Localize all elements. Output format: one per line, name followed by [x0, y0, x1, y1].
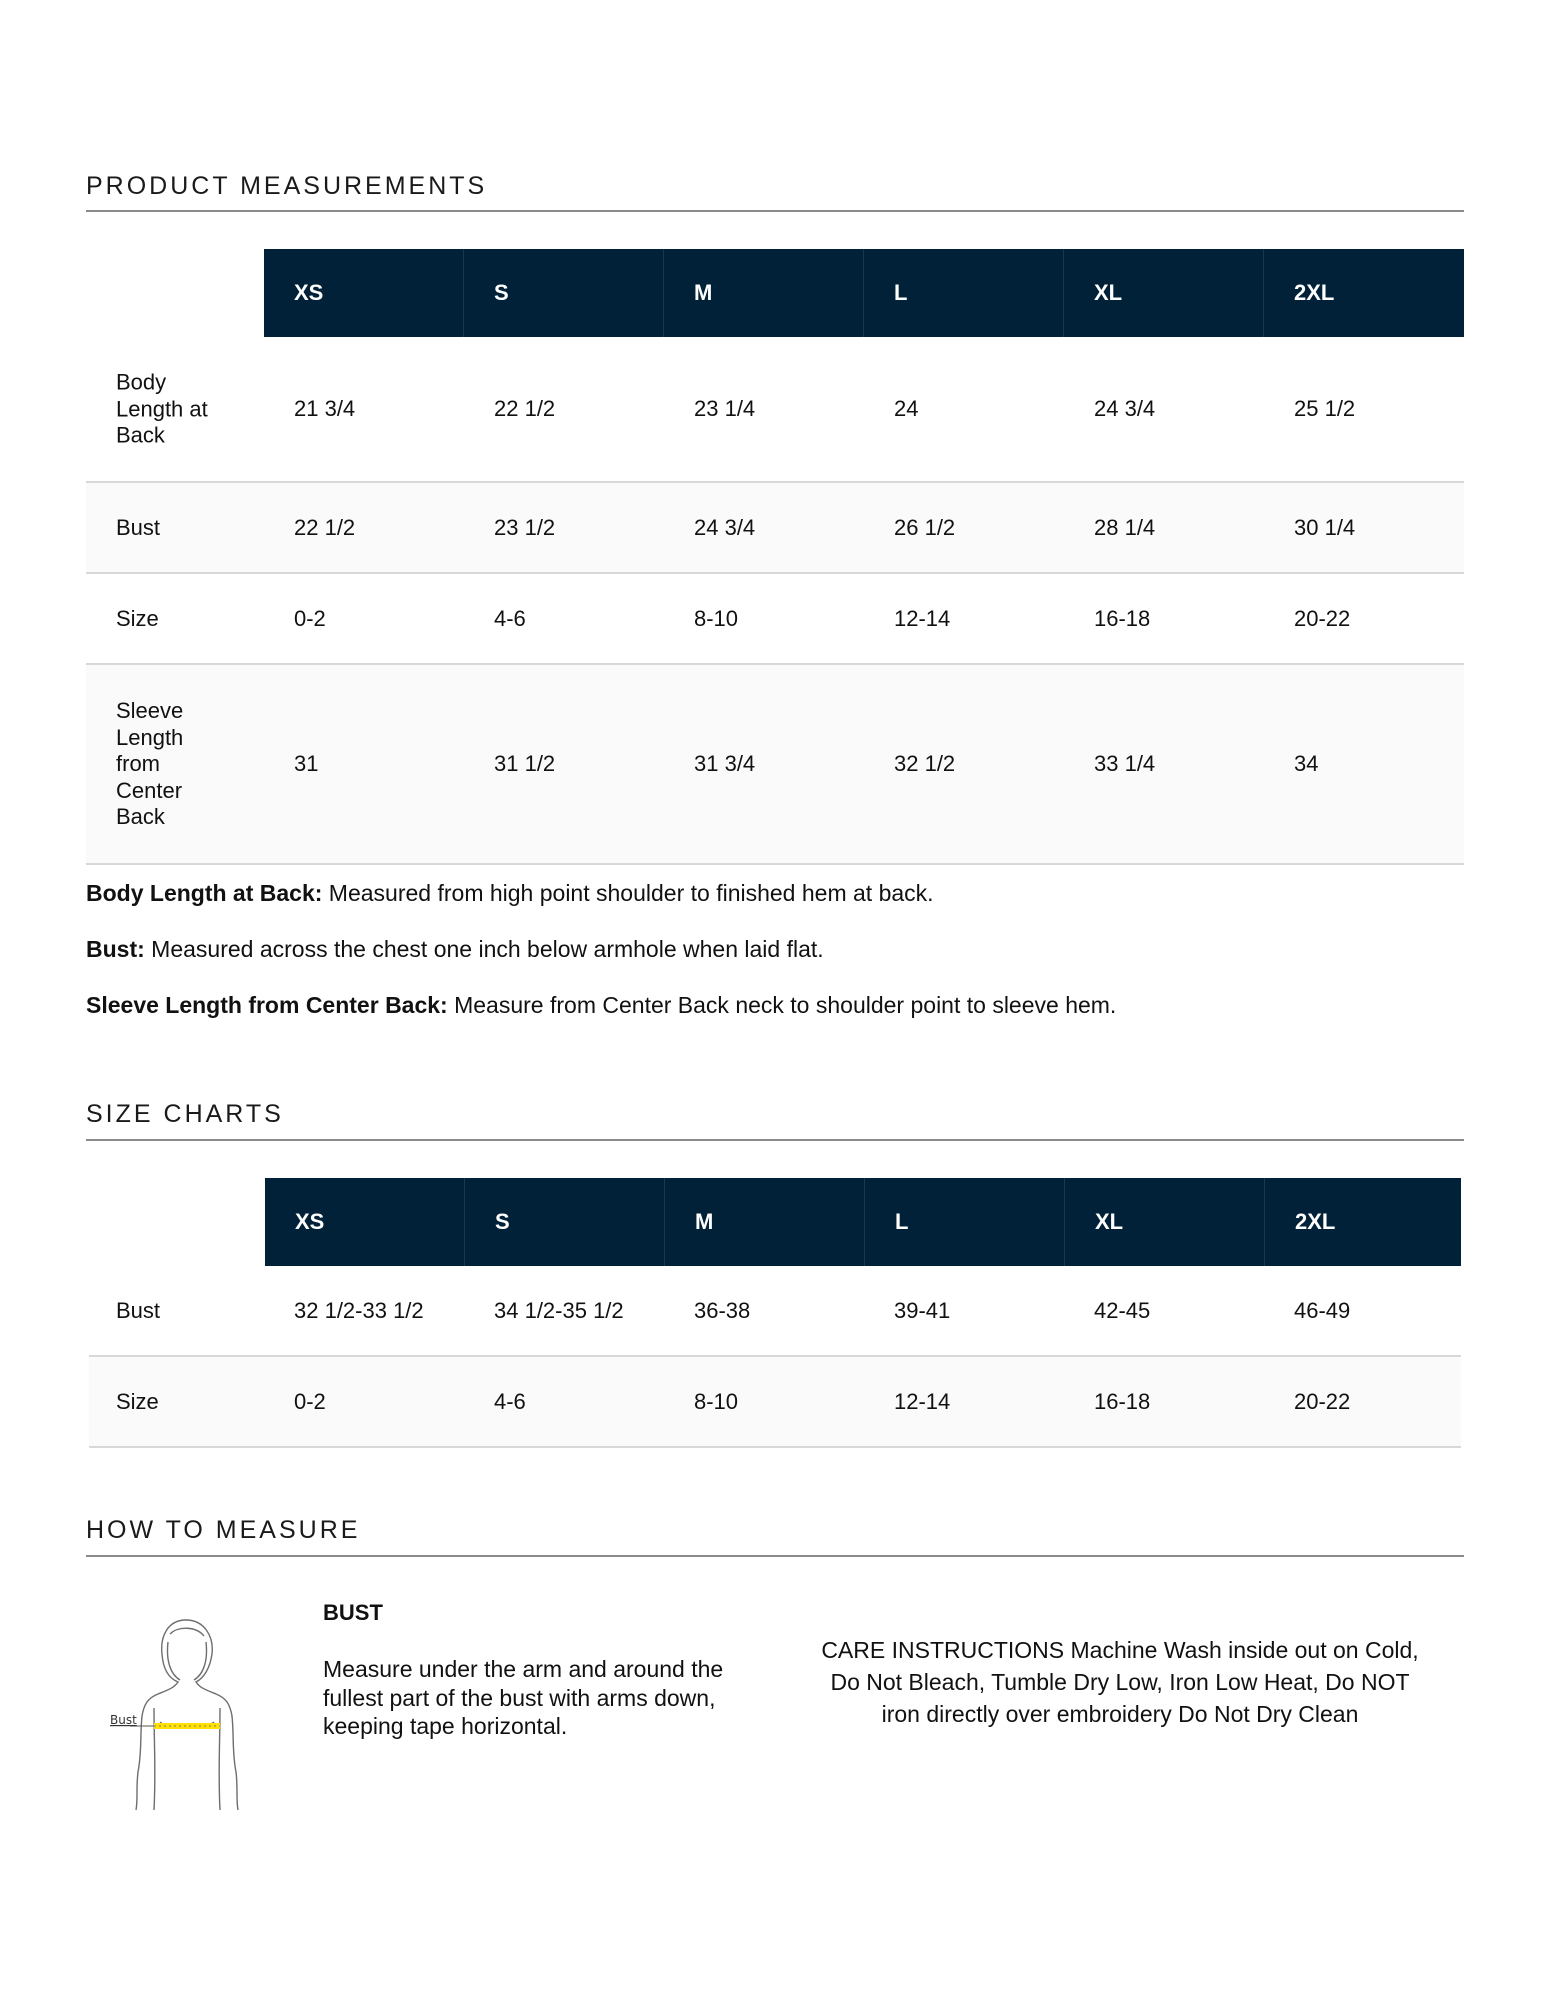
size-header-xl: XL — [1064, 249, 1264, 337]
table-cell: 32 1/2-33 1/2 — [294, 1297, 424, 1323]
table-cell: 24 3/4 — [694, 514, 756, 540]
table-cell: 30 1/4 — [1294, 514, 1356, 540]
row-label: Sleeve Length from Center Back — [116, 697, 184, 829]
table-cell: 16-18 — [1094, 1388, 1151, 1414]
table-cell: 32 1/2 — [894, 751, 956, 776]
table-cell: 24 — [894, 396, 919, 421]
table-cell: 23 1/2 — [494, 514, 556, 540]
table-cell: 20-22 — [1294, 605, 1351, 631]
definition-body-length — [86, 880, 934, 907]
row-label: Bust — [116, 1297, 161, 1323]
size-header-m: M — [665, 1178, 865, 1266]
table-cell: 33 1/4 — [1094, 751, 1156, 776]
table-cell: 39-41 — [894, 1297, 951, 1323]
row-label: Size — [116, 605, 159, 631]
product-measurements-title: PRODUCT MEASUREMENTS — [86, 172, 488, 200]
bust-figure-label: Bust — [110, 1713, 137, 1727]
table-cell: 31 1/2 — [494, 751, 556, 776]
section-divider — [86, 1139, 1464, 1141]
definition-term: Bust: — [86, 936, 145, 962]
table-cell: 24 3/4 — [1094, 396, 1156, 421]
table-cell: 31 3/4 — [694, 751, 756, 776]
table-cell: 34 — [1294, 751, 1319, 776]
table-row — [89, 1357, 1461, 1448]
size-chart-table — [86, 1178, 1464, 1448]
row-label: Body Length at Back — [116, 369, 208, 448]
table-cell: 23 1/4 — [694, 396, 756, 421]
section-divider — [86, 1555, 1464, 1557]
table-cell: 25 1/2 — [1294, 396, 1356, 421]
size-header-2xl: 2XL — [1294, 280, 1335, 305]
bust-instructions: Measure under the arm and around the fullest part of the bust with arms down, keeping tape horizontal. — [323, 1656, 724, 1739]
care-instructions: CARE INSTRUCTIONS Machine Wash inside out on Cold, Do Not Bleach, Tumble Dry Low, Iron Low Heat, Do NOT iron directly over embroidery Do Not Dry Clean — [821, 1637, 1419, 1727]
product-measurements-table — [86, 249, 1464, 862]
size-header-m: M — [664, 249, 864, 337]
table-row — [86, 574, 1464, 665]
table-cell: 26 1/2 — [894, 514, 956, 540]
definition-text: Measured from high point shoulder to finished hem at back. — [322, 880, 934, 906]
size-charts-title: SIZE CHARTS — [86, 1100, 284, 1128]
table-cell: 8-10 — [694, 605, 739, 631]
table-cell: 46-49 — [1294, 1297, 1351, 1323]
size-header-xs: XS — [264, 249, 464, 337]
size-header-l: L — [864, 249, 1064, 337]
table-row — [89, 1266, 1461, 1357]
section-divider — [86, 210, 1464, 212]
table-cell: 4-6 — [494, 1388, 526, 1414]
row-label: Bust — [116, 514, 161, 540]
table-cell: 22 1/2 — [494, 396, 556, 421]
row-label: Size — [116, 1388, 159, 1414]
table-row — [86, 337, 1464, 483]
size-header-xl: XL — [1065, 1178, 1265, 1266]
table-cell: 21 3/4 — [294, 396, 356, 421]
size-header-l: L — [865, 1178, 1065, 1266]
table-cell: 8-10 — [694, 1388, 739, 1414]
size-header-row — [265, 1178, 1461, 1266]
definition-sleeve-length — [86, 992, 1116, 1019]
table-cell: 20-22 — [1294, 1388, 1351, 1414]
table-cell: 4-6 — [494, 605, 526, 631]
table-cell: 36-38 — [694, 1297, 751, 1323]
size-header-s: S — [465, 1178, 665, 1266]
table-cell: 12-14 — [894, 605, 951, 631]
size-header-2xl: 2XL — [1295, 1209, 1336, 1234]
definition-text: Measure from Center Back neck to shoulder point to sleeve hem. — [447, 992, 1117, 1018]
table-cell: 31 — [294, 751, 319, 776]
table-row — [86, 483, 1464, 574]
definition-text: Measured across the chest one inch below armhole when laid flat. — [144, 936, 824, 962]
table-cell: 0-2 — [294, 1388, 326, 1414]
bust-measure-figure — [108, 1612, 273, 1812]
how-to-measure-title: HOW TO MEASURE — [86, 1516, 361, 1544]
table-cell: 42-45 — [1094, 1297, 1151, 1323]
table-cell: 28 1/4 — [1094, 514, 1156, 540]
table-cell: 22 1/2 — [294, 514, 356, 540]
definition-term: Sleeve Length from Center Back: — [86, 992, 448, 1018]
definition-bust — [86, 936, 824, 963]
size-header-s: S — [464, 249, 664, 337]
table-cell: 34 1/2-35 1/2 — [494, 1297, 624, 1323]
table-cell: 16-18 — [1094, 605, 1151, 631]
size-header-row — [264, 249, 1464, 337]
definition-term: Body Length at Back: — [86, 880, 323, 906]
size-header-xs: XS — [265, 1178, 465, 1266]
table-cell: 0-2 — [294, 605, 326, 631]
table-row — [86, 665, 1464, 865]
table-cell: 12-14 — [894, 1388, 951, 1414]
bust-heading: BUST — [323, 1600, 383, 1625]
